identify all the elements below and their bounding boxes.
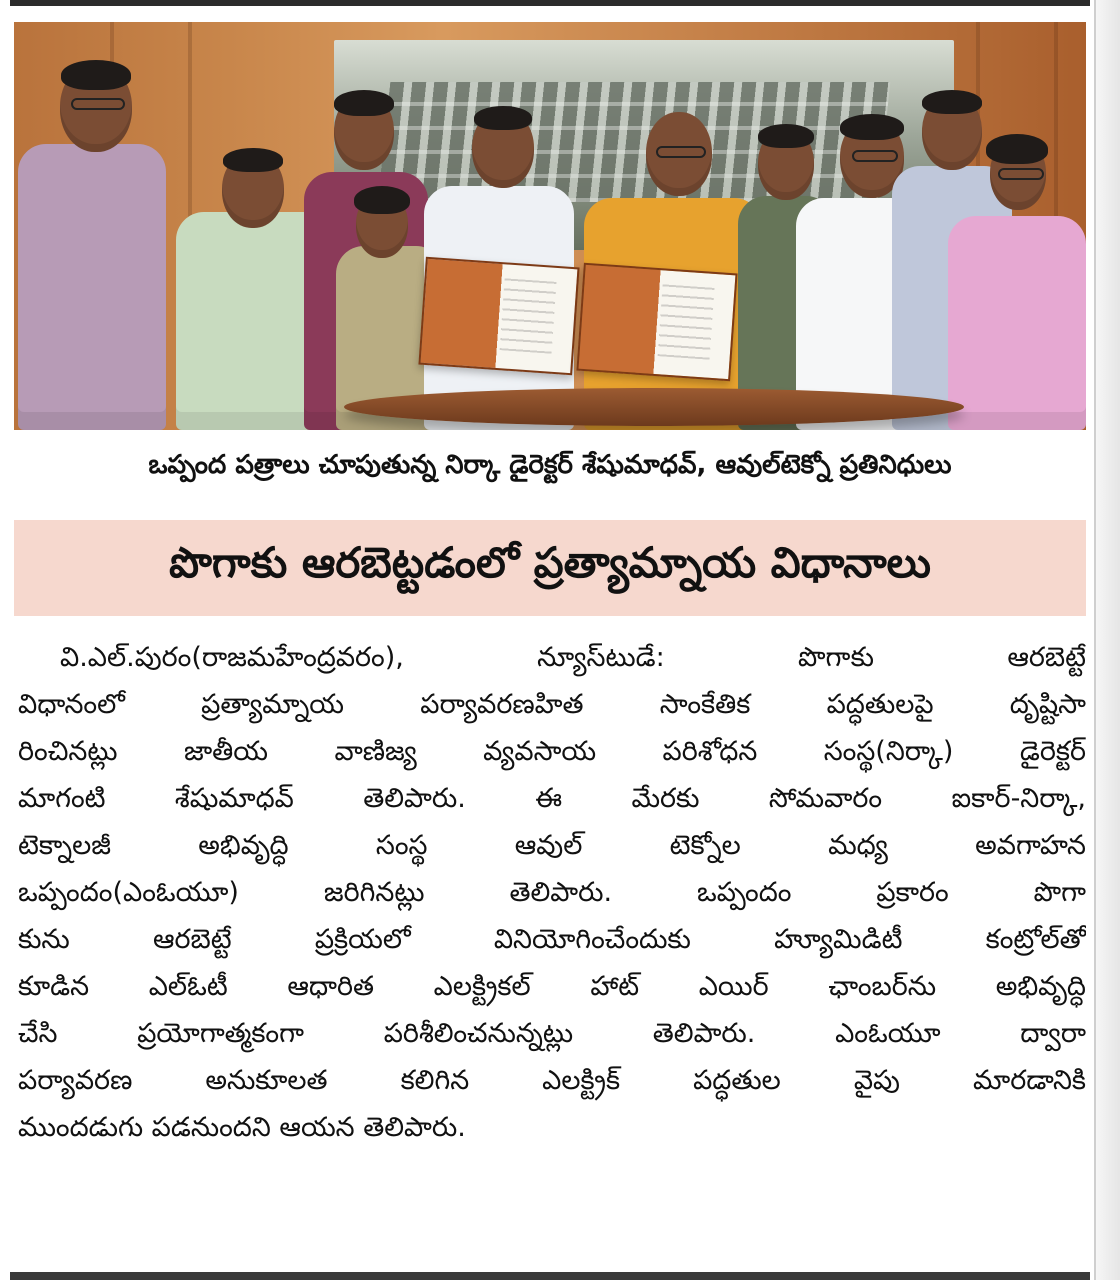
top-border-rule bbox=[10, 0, 1090, 6]
person-left-tall bbox=[18, 50, 168, 430]
article-line: వి.ఎల్.పురం(రాజమహేంద్రవరం), న్యూస్‌టుడే: పొగాకు ఆరబెట్టే bbox=[60, 642, 1086, 673]
headline-box bbox=[14, 520, 1086, 616]
bottom-border-rule bbox=[10, 1272, 1090, 1280]
article-headline: పొగాకు ఆరబెట్టడంలో ప్రత్యామ్నాయ విధానాలు bbox=[169, 538, 931, 587]
glasses-icon bbox=[998, 168, 1044, 180]
article-line: మాగంటి శేషుమాధవ్ తెలిపారు. ఈ మేరకు సోమవారం ఐకార్-నిర్కా, bbox=[18, 783, 1086, 814]
checked-shirt bbox=[18, 144, 166, 430]
glasses-icon bbox=[71, 98, 125, 110]
hair-shape bbox=[223, 148, 283, 172]
glasses-icon bbox=[656, 146, 706, 158]
page-edge bbox=[1094, 0, 1120, 1280]
article-line: టెక్నాలజీ అభివృద్ధి సంస్థ ఆవుల్ టెక్నోల మధ్య అవగాహన bbox=[18, 830, 1086, 861]
hair-shape bbox=[986, 134, 1048, 164]
hair-shape bbox=[334, 90, 394, 116]
article-line: కును ఆరబెట్టే ప్రక్రియలో వినియోగించేందుకు హ్యూమిడిటీ కంట్రోల్‌తో bbox=[18, 924, 1086, 955]
article-line: కూడిన ఎల్‌ఓటీ ఆధారిత ఎలక్ట్రికల్ హాట్ ఎయిర్ ఛాంబర్‌ను అభివృద్ధి bbox=[18, 971, 1086, 1002]
article-line: ఒప్పందం(ఎంఓయూ) జరిగినట్లు తెలిపారు. ఒప్పందం ప్రకారం పొగా bbox=[18, 877, 1086, 908]
article-line: ముందడుగు పడనుందని ఆయన తెలిపారు. bbox=[18, 1112, 466, 1143]
hair-shape bbox=[61, 60, 131, 90]
woman-pink-dress bbox=[944, 130, 1086, 430]
news-photo bbox=[14, 22, 1086, 430]
hair-shape bbox=[354, 186, 410, 214]
photo-caption: ఒప్పంద పత్రాలు చూపుతున్న నిర్కా డైరెక్టర్ శేషుమాధవ్, ఆవుల్‌టెక్నో ప్రతినిధులు bbox=[148, 450, 952, 480]
article-line: విధానంలో ప్రత్యామ్నాయ పర్యావరణహిత సాంకేతిక పద్ధతులపై దృష్టిసా bbox=[18, 689, 1086, 720]
hair-shape bbox=[474, 106, 532, 130]
article-line: రించినట్లు జాతీయ వాణిజ్య వ్యవసాయ పరిశోధన సంస్థ(నిర్కా) డైరెక్టర్ bbox=[18, 736, 1086, 767]
pink-dress bbox=[948, 216, 1086, 430]
hair-shape bbox=[922, 90, 982, 114]
article-line: పర్యావరణ అనుకూలత కలిగిన ఎలక్ట్రిక్ పద్ధతుల వైపు మారడానికి bbox=[18, 1065, 1086, 1096]
conference-table bbox=[344, 388, 964, 426]
agreement-folder bbox=[576, 263, 737, 381]
article-line: చేసి ప్రయోగాత్మకంగా పరిశీలించనున్నట్లు తెలిపారు. ఎంఓయూ ద్వారా bbox=[18, 1018, 1086, 1049]
agreement-folder bbox=[418, 257, 579, 375]
article-body bbox=[18, 634, 1086, 1151]
